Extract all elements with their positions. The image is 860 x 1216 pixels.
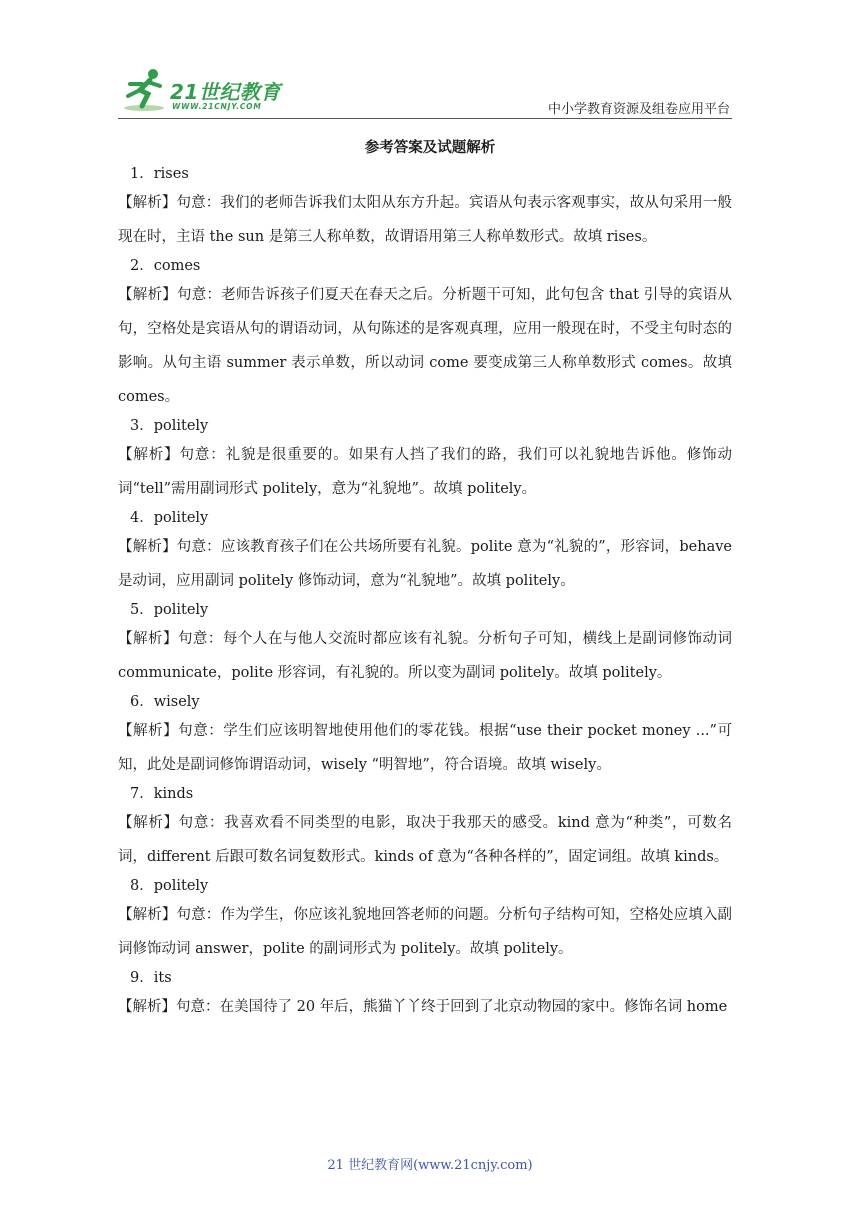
answer-analysis: 【解析】句意：老师告诉孩子们夏天在春天之后。分析题干可知，此句包含 that 引导的宾语从句，空格处是宾语从句的谓语动词，从句陈述的是客观真理，应用一般现在时，不受主句时态的影响。从句主语 summer 表示单数，所以动词 come 要变成第三人称单数形式 comes。故填 comes。 [118,287,732,405]
answer-number: 5．politely [130,602,209,618]
answer-analysis: 【解析】句意：在美国待了 20 年后，熊猫丫丫终于回到了北京动物园的家中。修饰名词 home [118,999,728,1015]
answer-number: 4．politely [130,510,209,526]
answer-analysis: 【解析】句意：应该教育孩子们在公共场所要有礼貌。polite 意为“礼貌的”，形容词，behave 是动词，应用副词 politely 修饰动词，意为“礼貌地”。故填 politely。 [118,539,732,589]
answer-item [118,690,732,782]
answer-analysis: 【解析】句意：作为学生，你应该礼貌地回答老师的问题。分析句子结构可知，空格处应填入副词修饰动词 answer，polite 的副词形式为 politely。故填 politely。 [118,907,732,957]
runner-logo-icon [120,66,168,114]
header-divider [118,118,732,119]
page-title: 参考答案及试题解析 [364,139,496,156]
answer-analysis: 【解析】句意：学生们应该明智地使用他们的零花钱。根据“use their pocket money ...”可知，此处是副词修饰谓语动词，wisely “明智地”，符合语境。故填 wisely。 [118,723,732,773]
answer-number: 9．its [130,970,172,986]
answer-analysis: 【解析】句意：每个人在与他人交流时都应该有礼貌。分析句子可知，横线上是副词修饰动词 communicate，polite 形容词，有礼貌的。所以变为副词 politely。故填 politely。 [118,631,732,681]
answer-number: 6．wisely [130,694,200,710]
answer-analysis: 【解析】句意：我们的老师告诉我们太阳从东方升起。宾语从句表示客观事实，故从句采用一般现在时，主语 the sun 是第三人称单数，故谓语用第三人称单数形式。故填 rises。 [118,195,732,245]
answer-item [118,506,732,598]
answer-item [118,414,732,506]
answer-analysis: 【解析】句意：礼貌是很重要的。如果有人挡了我们的路，我们可以礼貌地告诉他。修饰动词“tell”需用副词形式 politely，意为“礼貌地”。故填 politely。 [118,447,732,497]
answer-number: 2．comes [130,258,201,274]
logo [120,66,290,118]
logo-text: 21世纪教育 [170,80,281,104]
answer-item [118,598,732,690]
answer-number: 8．politely [130,878,209,894]
logo-url: WWW.21CNJY.COM [172,102,262,111]
platform-name: 中小学教育资源及组卷应用平台 [547,102,730,117]
answer-list [118,162,732,1024]
answer-item [118,162,732,254]
answer-number: 3．politely [130,418,209,434]
answer-analysis: 【解析】句意：我喜欢看不同类型的电影，取决于我那天的感受。kind 意为“种类”，可数名词，different 后跟可数名词复数形式。kinds of 意为“各种各样的”，固定词组。故填 kinds。 [118,815,732,865]
answer-item [118,254,732,414]
answer-item [118,782,732,874]
answer-item [118,966,732,1024]
answer-number: 7．kinds [130,786,194,802]
page-footer: 21 世纪教育网(www.21cnjy.com) [327,1158,533,1173]
page-header [0,0,860,118]
answer-number: 1．rises [130,166,189,182]
answer-item [118,874,732,966]
